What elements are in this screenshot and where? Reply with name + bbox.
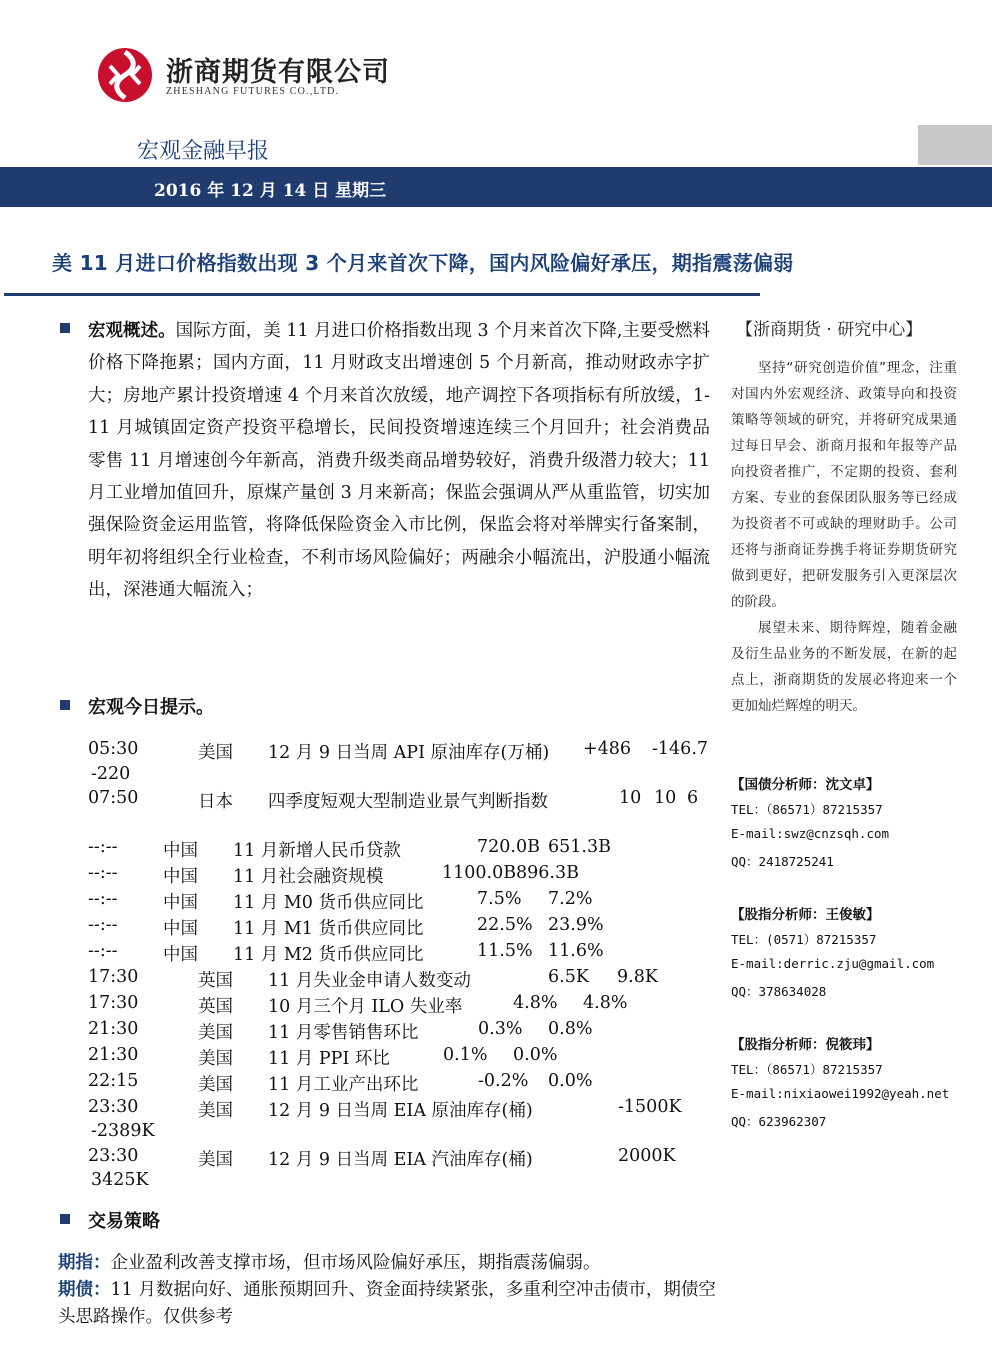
event-value: 7.2% xyxy=(548,889,593,909)
event-time: --:-- xyxy=(88,889,118,909)
event-value: 6.5K xyxy=(548,967,589,987)
report-type: 宏观金融早报 xyxy=(137,139,270,164)
event-country: 中国 xyxy=(163,867,198,887)
event-country: 美国 xyxy=(198,1150,233,1170)
index-label: 期指： xyxy=(58,1253,111,1273)
event-value: 0.0% xyxy=(548,1071,593,1091)
event-value: 0.1% xyxy=(443,1045,488,1065)
analyst-tel: TEL：（86571）87215357 xyxy=(731,802,883,817)
event-value: 651.3B xyxy=(548,837,611,857)
event-country: 美国 xyxy=(198,1075,233,1095)
event-country: 中国 xyxy=(163,893,198,913)
event-time: --:-- xyxy=(88,863,118,883)
analyst-qq: QQ：378634028 xyxy=(731,984,827,999)
event-time: --:-- xyxy=(88,915,118,935)
sidebar-paragraph: 坚持“研究创造价值”理念，注重对国内外宏观经济、政策导向和投资策略等领域的研究，并将研究成果通过每日早会、浙商月报和年报等产品向投资者推广，不定期的投资、套利方案、专业的套保团队服务等已经成为投资者不可或缺的理财助手。公司还将与浙商证券携手将证券期货研究做到更好，把研发服务引入更深层次的阶段。 xyxy=(731,360,957,610)
event-value: 0.0% xyxy=(513,1045,558,1065)
strategy-index xyxy=(58,1250,718,1277)
analyst-email: E-mail:nixiaowei1992@yeah.net xyxy=(731,1086,950,1101)
company-logo xyxy=(96,46,154,104)
event-time: 21:30 xyxy=(88,1045,139,1065)
report-date: 2016 年 12 月 14 日 星期三 xyxy=(154,181,387,201)
event-item: 11 月新增人民币贷款 xyxy=(233,841,401,861)
event-item: 四季度短观大型制造业景气判断指数 xyxy=(268,792,548,812)
bond-label: 期债： xyxy=(58,1280,111,1300)
event-item: 10 月三个月 ILO 失业率 xyxy=(268,997,463,1017)
event-value: 10 xyxy=(654,788,677,808)
company-name-cn: 浙商期货有限公司 xyxy=(166,57,390,88)
event-country: 英国 xyxy=(198,971,233,991)
section-bullet xyxy=(60,1214,70,1224)
event-country: 美国 xyxy=(198,1023,233,1043)
event-value: 7.5% xyxy=(477,889,522,909)
event-value: 22.5% xyxy=(477,915,533,935)
event-value: -0.2% xyxy=(478,1071,529,1091)
event-country: 英国 xyxy=(198,997,233,1017)
event-item: 12 月 9 日当周 EIA 原油库存(桶) xyxy=(268,1101,533,1121)
event-value: 3425K xyxy=(91,1170,149,1190)
event-value: -220 xyxy=(91,764,131,784)
event-country: 日本 xyxy=(198,792,233,812)
event-value: 11.5% xyxy=(477,941,533,961)
event-item: 11 月零售销售环比 xyxy=(268,1023,419,1043)
analyst-title: 【国债分析师：沈文卓】 xyxy=(731,777,880,793)
event-item: 11 月失业金申请人数变动 xyxy=(268,971,471,991)
event-time: 17:30 xyxy=(88,993,139,1013)
event-value: 0.8% xyxy=(548,1019,593,1039)
event-time: --:-- xyxy=(88,837,118,857)
bond-text: 11 月数据向好、通胀预期回升、资金面持续紧张，多重利空冲击债市，期债空头思路操作。仅供参考 xyxy=(58,1280,716,1327)
strategy-bond xyxy=(58,1277,718,1331)
event-item: 12 月 9 日当周 EIA 汽油库存(桶) xyxy=(268,1150,533,1170)
index-text: 企业盈利改善支撑市场，但市场风险偏好承压，期指震荡偏弱。 xyxy=(110,1253,601,1273)
section-bullet xyxy=(60,700,70,710)
event-item: 11 月 PPI 环比 xyxy=(268,1049,390,1069)
macro-overview xyxy=(88,315,710,607)
event-item: 11 月 M0 货币供应同比 xyxy=(233,893,424,913)
analyst-email: E-mail:derric.zju@gmail.com xyxy=(731,956,935,971)
event-time: --:-- xyxy=(88,941,118,961)
event-value: -2389K xyxy=(91,1121,155,1141)
section-bullet xyxy=(60,323,70,333)
event-country: 美国 xyxy=(198,1101,233,1121)
event-time: 17:30 xyxy=(88,967,139,987)
today-title: 宏观今日提示。 xyxy=(88,697,214,718)
event-country: 中国 xyxy=(163,919,198,939)
strategy-title: 交易策略 xyxy=(88,1211,160,1232)
event-value: 9.8K xyxy=(617,967,658,987)
headline-rule xyxy=(4,293,760,296)
overview-text: 国际方面，美 11 月进口价格指数出现 3 个月来首次下降,主要受燃料价格下降拖累；国内方面，11 月财政支出增速创 5 个月新高，推动财政赤字扩大；房地产累计投资增速 4 个月来首次放缓，地产调控下各项指标有所放缓，1-11 月城镇固定资产投资平稳增长，民间投资增速连续三个月回升；社会消费品零售 11 月增速创今年新高，消费升级类商品增势较好，消费升级潜力较大；11 月工业增加值回升，原煤产量创 3 月来新高；保监会强调从严从重监管，切实加强保险资金运用监管，将降低保险资金入市比例，保监会将对举牌实行备案制，明年初将组织全行业检查，不利市场风险偏好；两融余小幅流出，沪股通小幅流出，深港通大幅流入； xyxy=(88,321,710,601)
overview-title: 宏观概述。 xyxy=(88,321,176,341)
sidebar-paragraph: 展望未来、期待辉煌，随着金融及衍生品业务的不断发展，在新的起点上，浙商期货的发展必将迎来一个更加灿烂辉煌的明天。 xyxy=(731,620,957,714)
event-value: 6 xyxy=(687,788,699,808)
headline: 美 11 月进口价格指数出现 3 个月来首次下降，国内风险偏好承压，期指震荡偏弱 xyxy=(52,251,794,275)
analyst-title: 【股指分析师：倪筱玮】 xyxy=(731,1037,880,1053)
event-value: 10 xyxy=(619,788,642,808)
analyst-title: 【股指分析师：王俊敏】 xyxy=(731,907,880,923)
event-value: 11.6% xyxy=(548,941,604,961)
event-value: -1500K xyxy=(618,1097,682,1117)
event-value: 4.8% xyxy=(583,993,628,1013)
event-country: 美国 xyxy=(198,1049,233,1069)
analyst-tel: TEL：(0571）87215357 xyxy=(731,932,877,947)
event-item: 11 月工业产出环比 xyxy=(268,1075,419,1095)
analyst-tel: TEL：（86571）87215357 xyxy=(731,1062,883,1077)
event-item: 11 月 M2 货币供应同比 xyxy=(233,945,424,965)
event-country: 中国 xyxy=(163,841,198,861)
event-time: 22:15 xyxy=(88,1071,139,1091)
event-item: 11 月 M1 货币供应同比 xyxy=(233,919,424,939)
event-value: 1100.0B xyxy=(442,863,517,883)
event-value: 896.3B xyxy=(516,863,579,883)
event-value: 4.8% xyxy=(513,993,558,1013)
analyst-qq: QQ：623962307 xyxy=(731,1114,827,1129)
sidebar-title: 【浙商期货 · 研究中心】 xyxy=(736,320,923,340)
event-time: 21:30 xyxy=(88,1019,139,1039)
event-value: 0.3% xyxy=(478,1019,523,1039)
event-value: +486 xyxy=(583,739,632,759)
event-item: 11 月社会融资规模 xyxy=(233,867,384,887)
event-time: 23:30 xyxy=(88,1097,139,1117)
company-name-en: ZHESHANG FUTURES CO.,LTD. xyxy=(166,86,340,97)
event-value: 23.9% xyxy=(548,915,604,935)
event-country: 中国 xyxy=(163,945,198,965)
event-time: 05:30 xyxy=(88,739,139,759)
event-value: -146.7 xyxy=(652,739,709,759)
event-country: 美国 xyxy=(198,743,233,763)
analyst-qq: QQ：2418725241 xyxy=(731,854,834,869)
analyst-email: E-mail:swz@cnzsqh.com xyxy=(731,826,890,841)
event-value: 2000K xyxy=(618,1146,676,1166)
date-band xyxy=(0,167,992,207)
event-time: 07:50 xyxy=(88,788,139,808)
header-gray-block xyxy=(918,125,992,165)
event-value: 720.0B xyxy=(477,837,540,857)
event-time: 23:30 xyxy=(88,1146,139,1166)
event-item: 12 月 9 日当周 API 原油库存(万桶) xyxy=(268,743,550,763)
